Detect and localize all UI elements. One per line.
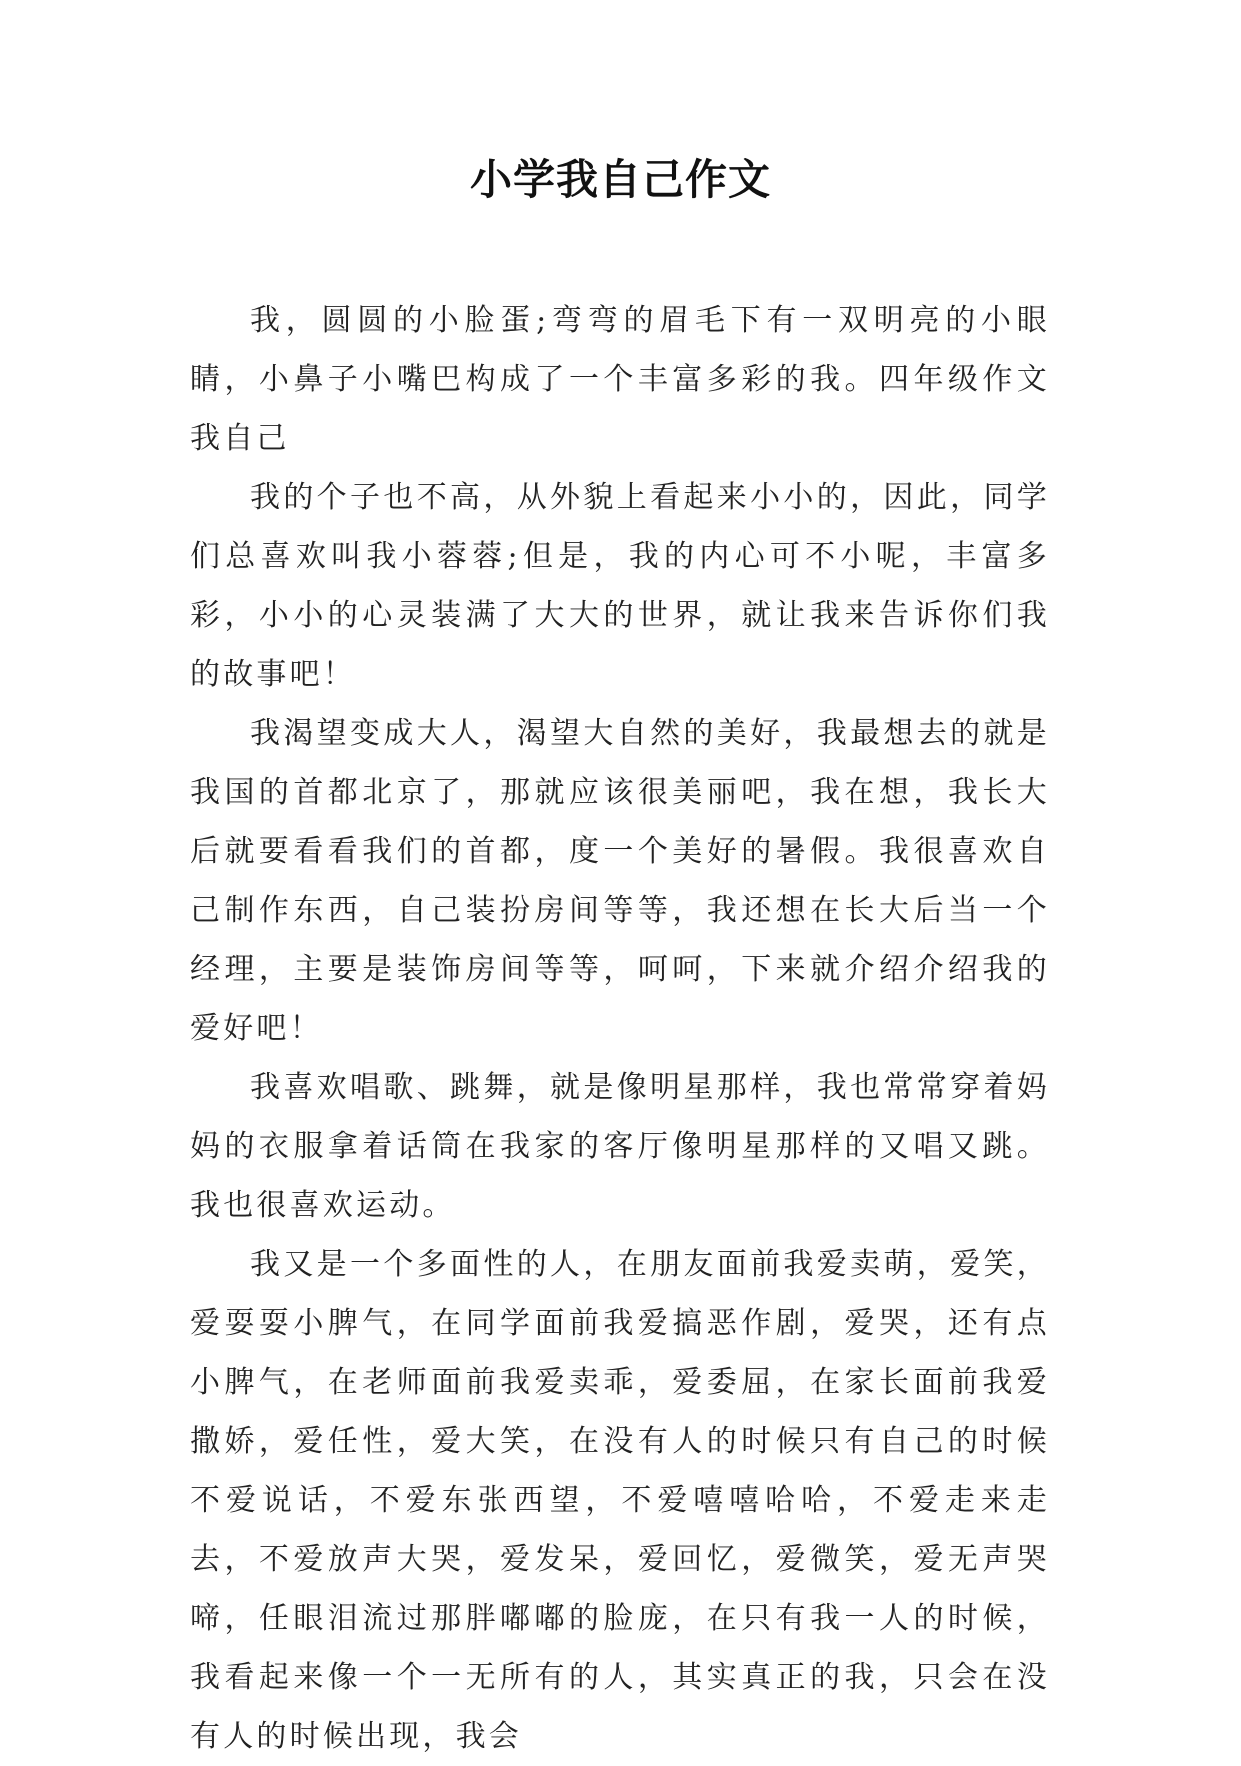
document-title: 小学我自己作文 <box>469 155 771 204</box>
paragraph: 我渴望变成大人，渴望大自然的美好，我最想去的就是我国的首都北京了，那就应该很美丽吧，我在想，我长大后就要看看我们的首都，度一个美好的暑假。我很喜欢自己制作东西，自己装扮房间等等，我还想在长大后当一个经理，主要是装饰房间等等，呵呵，下来就介绍介绍我的爱好吧！ <box>190 716 1050 1046</box>
document-body <box>190 291 1050 1766</box>
paragraph: 我，圆圆的小脸蛋;弯弯的眉毛下有一双明亮的小眼睛，小鼻子小嘴巴构成了一个丰富多彩的我。四年级作文我自己 <box>190 303 1050 456</box>
paragraph: 我又是一个多面性的人，在朋友面前我爱卖萌，爱笑，爱耍耍小脾气，在同学面前我爱搞恶作剧，爱哭，还有点小脾气，在老师面前我爱卖乖，爱委屈，在家长面前我爱撒娇，爱任性，爱大笑，在没有人的时候只有自己的时候不爱说话，不爱东张西望，不爱嘻嘻哈哈，不爱走来走去，不爱放声大哭，爱发呆，爱回忆，爱微笑，爱无声哭啼，任眼泪流过那胖嘟嘟的脸庞，在只有我一人的时候，我看起来像一个一无所有的人，其实真正的我，只会在没有人的时候出现，我会 <box>190 1247 1050 1754</box>
paragraph: 我喜欢唱歌、跳舞，就是像明星那样，我也常常穿着妈妈的衣服拿着话筒在我家的客厅像明星那样的又唱又跳。我也很喜欢运动。 <box>190 1070 1050 1223</box>
paragraph: 我的个子也不高，从外貌上看起来小小的，因此，同学们总喜欢叫我小蓉蓉;但是，我的内心可不小呢，丰富多彩，小小的心灵装满了大大的世界，就让我来告诉你们我的故事吧！ <box>190 480 1050 692</box>
